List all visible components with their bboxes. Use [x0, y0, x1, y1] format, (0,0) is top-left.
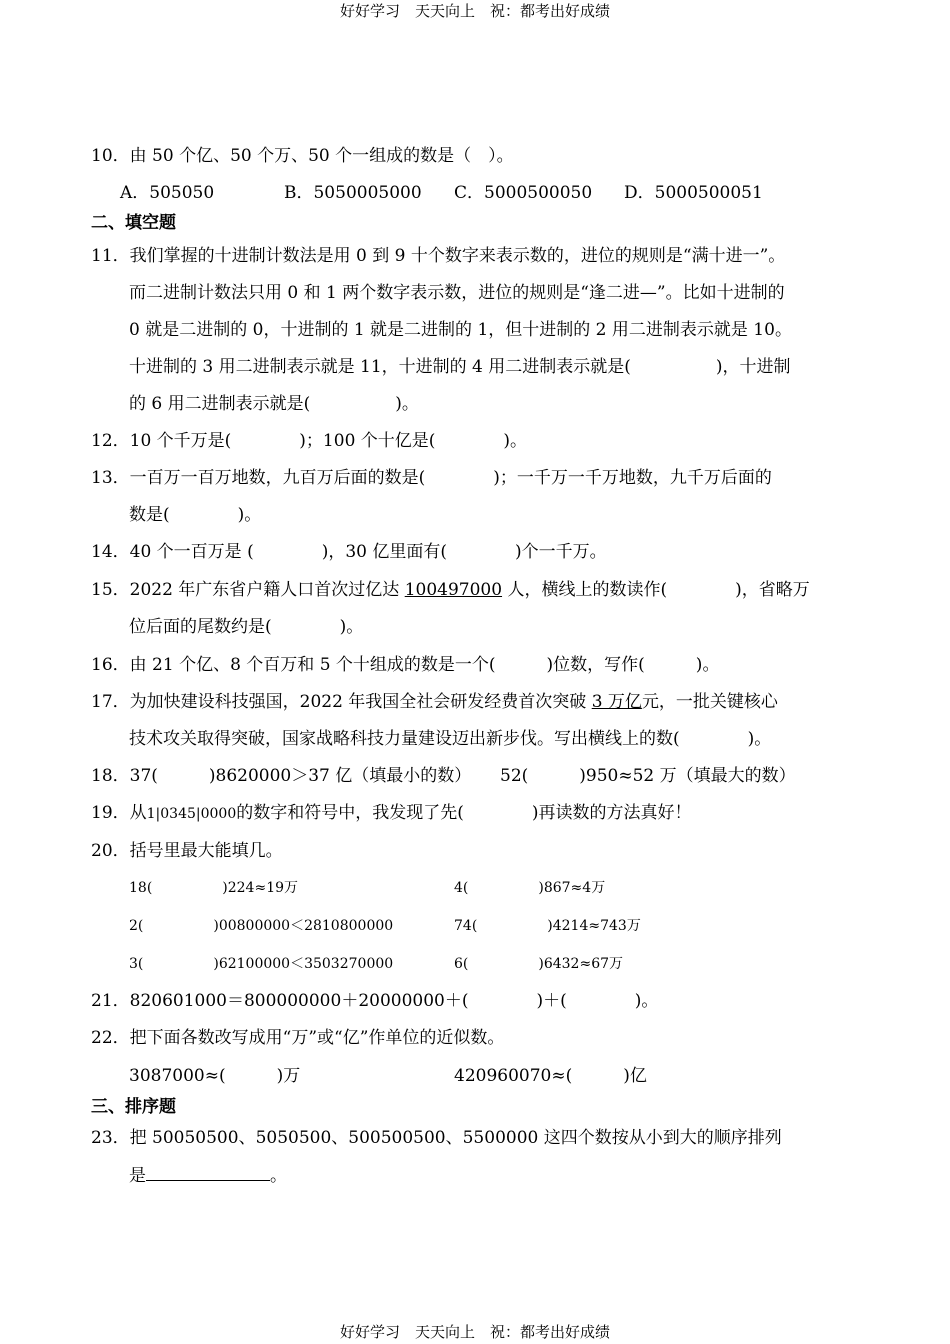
question-21: 21．820601000＝800000000＋20000000＋( )＋( )。	[91, 991, 659, 1011]
q23-prefix: 是	[129, 1166, 146, 1186]
question-13-line-2: 数是( )。	[129, 505, 262, 525]
question-10: 10．由 50 个亿、50 个万、50 个一组成的数是（ ）。	[91, 146, 514, 166]
question-17-line-2: 技术攻关取得突破，国家战略科技力量建设迈出新步伐。写出横线上的数( )。	[129, 729, 772, 749]
question-20-title: 20．括号里最大能填几。	[91, 841, 283, 861]
question-17-line-1	[91, 692, 778, 712]
q10-option-b: B．5050005000	[284, 183, 422, 203]
q20-row1-left: 18( )224≈19万	[129, 880, 299, 896]
section-2-title: 二、填空题	[91, 213, 176, 233]
q17-prefix: 17．为加快建设科技强国，2022 年我国全社会研发经费首次突破	[91, 692, 592, 712]
page-footer: 好好学习 天天向上 祝：都考出好成绩	[339, 1323, 610, 1341]
q10-option-c: C．5000500050	[454, 183, 593, 203]
q20-row3-left: 3( )62100000＜3503270000	[129, 956, 394, 972]
q23-answer-blank[interactable]	[146, 1165, 270, 1181]
q22-item-b: 420960070≈( )亿	[454, 1066, 647, 1086]
question-22-title: 22．把下面各数改写成用“万”或“亿”作单位的近似数。	[91, 1028, 505, 1048]
q17-suffix: 元，一批关键核心	[641, 692, 778, 712]
q17-underlined-amount: 3 万亿	[591, 692, 642, 712]
question-13-line-1: 13．一百万一百万地数，九百万后面的数是( )；一千万一千万地数，九千万后面的	[91, 468, 772, 488]
question-12: 12．10 个千万是( )；100 个十亿是( )。	[91, 431, 528, 451]
q15-underlined-number: 100497000	[404, 580, 503, 600]
question-23-line-2	[129, 1165, 287, 1186]
question-11-line-1: 11．我们掌握的十进制计数法是用 0 到 9 十个数字来表示数的，进位的规则是“满十进一”。	[91, 246, 786, 266]
question-11-line-2: 而二进制计数法只用 0 和 1 两个数字表示数，进位的规则是“逢二进—”。比如十进制的	[129, 283, 785, 303]
q20-row2-right: 74( )4214≈743万	[454, 918, 641, 934]
question-15-line-2: 位后面的尾数约是( )。	[129, 617, 364, 637]
q22-item-a: 3087000≈( )万	[129, 1066, 301, 1086]
q15-suffix: 人，横线上的数读作( )，省略万	[502, 580, 810, 600]
question-11-line-5: 的 6 用二进制表示就是( )。	[129, 394, 419, 414]
q10-option-d: D．5000500051	[624, 183, 763, 203]
q20-row2-left: 2( )00800000＜2810800000	[129, 918, 394, 934]
page-header: 好好学习 天天向上 祝：都考出好成绩	[339, 2, 610, 20]
question-23-line-1: 23．把 50050500、5050500、500500500、5500000 这四个数按从小到大的顺序排列	[91, 1128, 782, 1148]
q15-prefix: 15．2022 年广东省户籍人口首次过亿达	[91, 580, 405, 600]
question-18-part-b: 52( )950≈52 万（填最大的数）	[500, 766, 796, 786]
q19-suffix: 的数字和符号中，我发现了先( )再读数的方法真好！	[236, 803, 692, 823]
q19-symbol-number: 1|0345|0000	[146, 806, 237, 822]
question-11-line-4: 十进制的 3 用二进制表示就是 11，十进制的 4 用二进制表示就是( )，十进制	[129, 357, 791, 377]
question-15-line-1	[91, 580, 810, 600]
q19-prefix: 19．从	[91, 803, 147, 823]
q20-row3-right: 6( )6432≈67万	[454, 956, 624, 972]
q23-suffix: 。	[270, 1166, 287, 1186]
q20-row1-right: 4( )867≈4万	[454, 880, 606, 896]
question-11-line-3: 0 就是二进制的 0，十进制的 1 就是二进制的 1，但十进制的 2 用二进制表示就是 10。	[129, 320, 792, 340]
question-19	[91, 803, 692, 824]
section-3-title: 三、排序题	[91, 1097, 176, 1117]
question-16: 16．由 21 个亿、8 个百万和 5 个十组成的数是一个( )位数，写作( )。	[91, 655, 720, 675]
q10-option-a: A．505050	[120, 183, 215, 203]
question-14: 14．40 个一百万是 ( )，30 亿里面有( )个一千万。	[91, 542, 607, 562]
question-18-part-a: 18．37( )8620000＞37 亿（填最小的数）	[91, 766, 472, 786]
